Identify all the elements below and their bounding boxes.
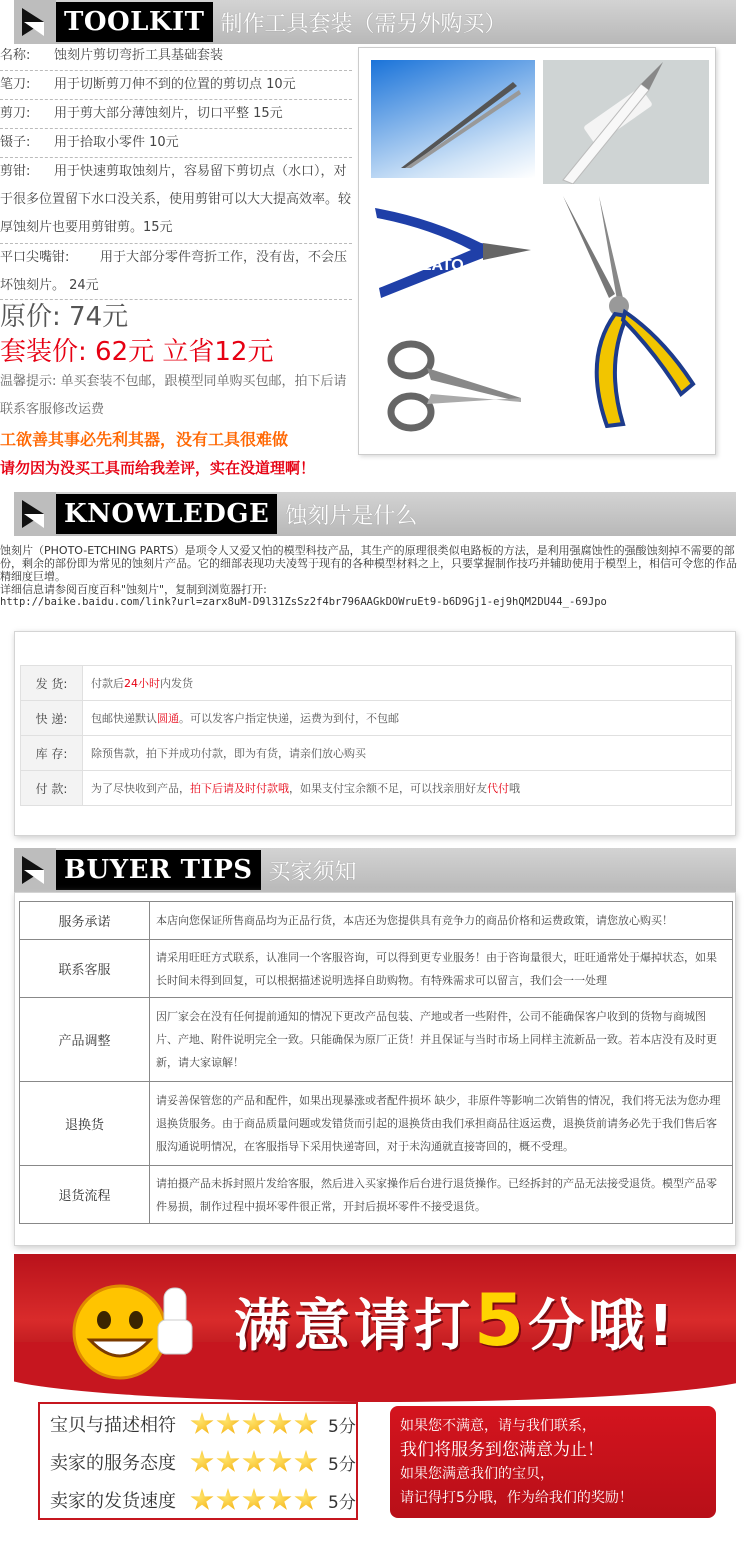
- table-row: 退货流程 请拍摄产品未拆封照片发给客服，然后进入买家操作后台进行退货操作。已经拆封的产品无法接受退货。模型产品零件易损，制作过程中损坏零件很正常，开封后损坏零件不接受退货。: [20, 1166, 733, 1224]
- tool-images: [358, 47, 716, 455]
- knowledge-more-info: 详细信息请参阅百度百科"蚀刻片"，复制到浏览器打开:: [0, 583, 267, 596]
- knowledge-paragraph: 蚀刻片（PHOTO-ETCHING PARTS）是项令人又爱又怕的模型科技产品，其生产的原理很类似电路板的方法，是利用强腐蚀性的强酸蚀刻掉不需要的部份，剩余的部份即为常见的蚀刻片产品。它的细部表现功夫凌驾于现有的各种模型材料之上，只要掌握制作技巧并辅助使用于模型上，相信可令您的作品精细度巨增。: [0, 544, 737, 583]
- buyer-tips-panel: [14, 892, 736, 1246]
- knowledge-header: [14, 492, 736, 536]
- star-icon: [268, 1488, 292, 1512]
- table-row: 付 款: 为了尽快收到产品，拍下后请及时付款哦，如果支付宝余额不足，可以找亲朋好友代付哦: [21, 771, 732, 806]
- star-icon: [190, 1450, 214, 1474]
- star-icon: [268, 1450, 292, 1474]
- triangle-icon: [14, 848, 56, 892]
- side-cutter-image: [371, 188, 537, 318]
- shipping-tip: 温馨提示: 单买套装不包邮，跟模型同单购买包邮，拍下后请联系客服修改运费: [0, 374, 347, 417]
- knowledge-text: [0, 544, 746, 609]
- star-icon: [268, 1412, 292, 1436]
- table-row: 服务承诺 本店向您保证所售商品均为正品行货，本店还为您提供具有竞争力的商品价格和运费政策，请您放心购买！: [20, 902, 733, 940]
- toolkit-header: [14, 0, 736, 44]
- set-price: 套装价: 62元 立省12元: [0, 337, 274, 367]
- slogan-no-bad-review: 请勿因为没买工具而给我差评，实在没道理啊！: [0, 459, 316, 477]
- star-icon: [294, 1450, 318, 1474]
- score-row-shipping: 卖家的发货速度 5分: [40, 1482, 356, 1518]
- buyer-header-cn: 买家须知: [268, 859, 357, 885]
- original-price: 原价: 74元: [0, 302, 129, 332]
- craft-knife-image: [543, 60, 709, 184]
- star-icon: [242, 1488, 266, 1512]
- triangle-icon: [14, 0, 56, 44]
- toolkit-line-pliers: 平口尖嘴钳: 用于大部分零件弯折工作，没有齿，不会压坏蚀刻片。 24元: [0, 244, 352, 300]
- table-row: 库 存: 除预售款，拍下并成功付款，即为有货，请亲们放心购买: [21, 736, 732, 771]
- star-icon: [190, 1488, 214, 1512]
- rating-banner: [14, 1254, 736, 1554]
- score-row-service: 卖家的服务态度 5分: [40, 1444, 356, 1480]
- tweezers-image: [371, 60, 535, 178]
- buyer-tips-table: [19, 901, 733, 1224]
- knowledge-header-en: KNOWLEDGE: [56, 494, 277, 534]
- knowledge-header-cn: 蚀刻片是什么: [285, 503, 418, 529]
- toolkit-header-en: TOOLKIT: [56, 2, 213, 42]
- star-icon: [216, 1450, 240, 1474]
- score-row-description: 宝贝与描述相符 5分: [40, 1406, 356, 1442]
- toolkit-header-cn: 制作工具套装（需另外购买）: [220, 11, 507, 37]
- star-icon: [294, 1412, 318, 1436]
- slogan-tools: 工欲善其事必先利其器，没有工具很难做: [0, 430, 289, 449]
- buyer-tips-header: [14, 848, 736, 892]
- toolkit-line-scissors: 剪刀: 用于剪大部分薄蚀刻片，切口平整 15元: [0, 100, 352, 129]
- star-icon: [242, 1412, 266, 1436]
- baike-url[interactable]: http://baike.baidu.com/link?url=zarx8uM-D9l31ZsSz2f4br796AAGkDOWruEt9-b6D9Gj1-ej9hQM2DU44_-69Jpo: [0, 596, 607, 608]
- needle-nose-pliers-image: [543, 188, 709, 448]
- buyer-header-en: BUYER TIPS: [56, 850, 261, 890]
- star-icon: [216, 1488, 240, 1512]
- scissors-image: [371, 324, 537, 448]
- triangle-icon: [14, 492, 56, 536]
- toolkit-line-cutter: 剪钳: 用于快速剪取蚀刻片，容易留下剪切点（水口），对于很多位置留下水口没关系，使用剪钳可以大大提高效率。较厚蚀刻片也要用剪钳剪。15元: [0, 158, 352, 244]
- table-row: 联系客服 请采用旺旺方式联系，认准同一个客服咨询，可以得到更专业服务！由于咨询量很大，旺旺通常处于爆掉状态，如果长时间未得到回复，可以根据描述说明选择自助购物。有特殊需求可以留言，我们会一一处理: [20, 940, 733, 998]
- toolkit-line-name: 名称: 蚀刻片剪切弯折工具基础套装: [0, 42, 352, 71]
- toolkit-line-knife: 笔刀: 用于切断剪刀伸不到的位置的剪切点 10元: [0, 71, 352, 100]
- table-row: 发 货: 付款后24小时内发货: [21, 666, 732, 701]
- table-row: 产品调整 因厂家会在没有任何提前通知的情况下更改产品包装、产地或者一些附件，公司不能确保客户收到的货物与商城图片、产地、附件说明完全一致。只能确保为原厂正货！并且保证与当时市场上同样主流新品一致。若本店没有及时更新，请大家谅解！: [20, 998, 733, 1082]
- star-icon: [216, 1412, 240, 1436]
- star-icon: [294, 1488, 318, 1512]
- rating-title: 满意请打5分哦!: [234, 1278, 678, 1362]
- star-icon: [190, 1412, 214, 1436]
- table-row: 退换货 请妥善保管您的产品和配件，如果出现暴涨或者配件损坏 缺少，非原件等影响二次销售的情况，我们将无法为您办理退换货服务。由于商品质量问题或发错货而引起的退换货由我们承担商品往返运费，退换货前请务必先于我们售后客服沟通说明情况，在客服指导下采用快递寄回，对于未沟通就直接寄回的，概不受理。: [20, 1082, 733, 1166]
- message-box: 如果您不满意，请与我们联系， 我们将服务到您满意为止！ 如果您满意我们的宝贝， 请记得打5分哦，作为给我们的奖励！: [390, 1406, 716, 1518]
- toolkit-line-tweezers: 镊子: 用于拾取小零件 10元: [0, 129, 352, 158]
- smiley-thumbs-up-icon: [54, 1268, 204, 1388]
- score-box: [38, 1402, 358, 1520]
- shipping-table: [20, 665, 732, 806]
- star-icon: [242, 1450, 266, 1474]
- shipping-panel: [14, 631, 736, 836]
- table-row: 快 递: 包邮快递默认圆通。可以发客户指定快递，运费为到付，不包邮: [21, 701, 732, 736]
- svg-text:PLATO: PLATO: [411, 257, 464, 274]
